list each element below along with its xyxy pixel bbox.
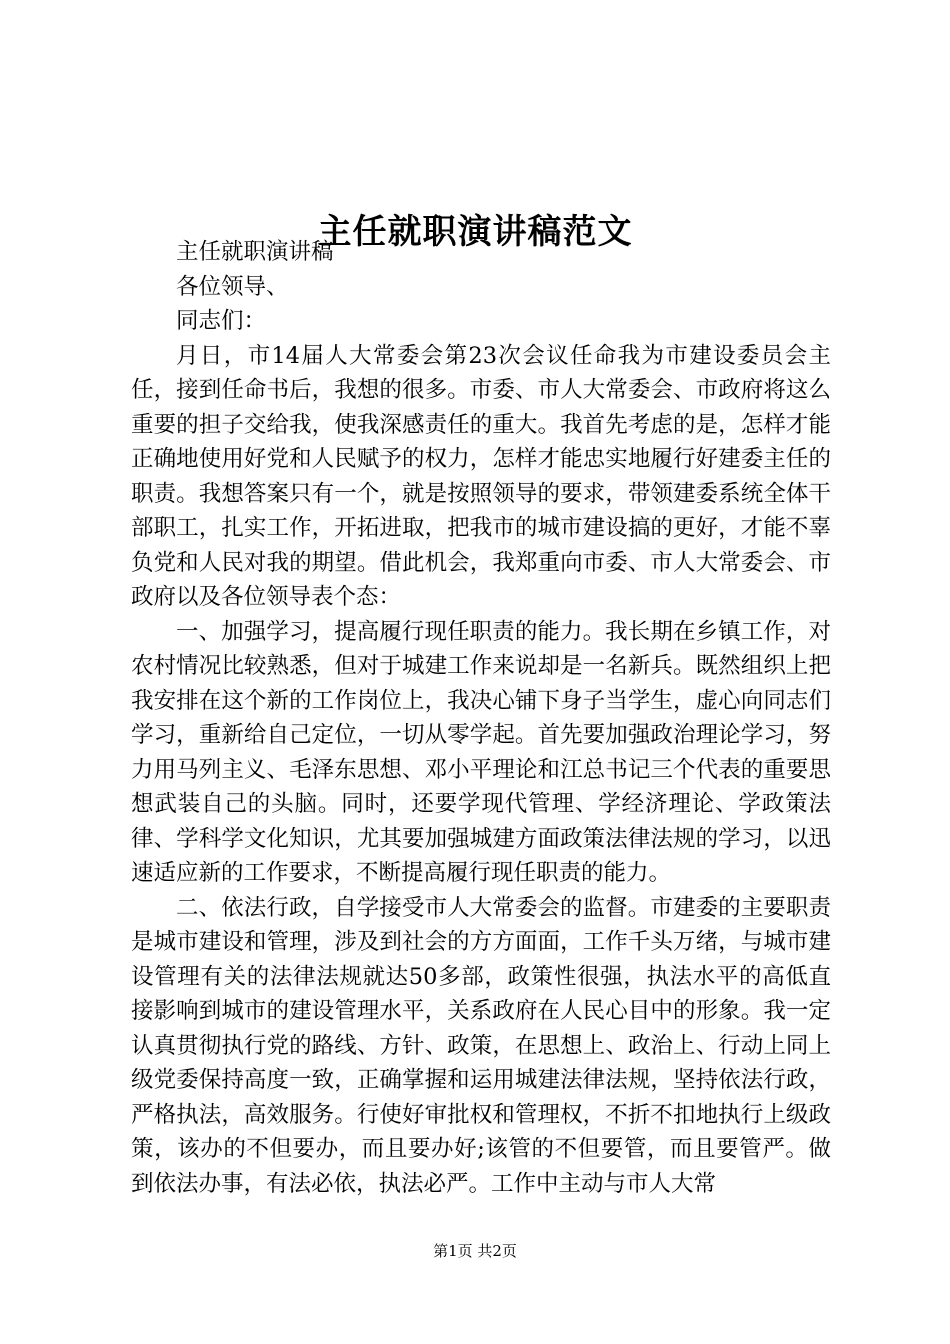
- document-body: [131, 235, 831, 1201]
- page-number-footer: 第1页 共2页: [433, 1242, 517, 1260]
- salutation-leaders: 各位领导、: [176, 273, 289, 300]
- paragraph-intro: 月日，市14届人大常委会第23次会议任命我为市建设委员会主任，接到任命书后，我想的很多。市委、市人大常委会、市政府将这么重要的担子交给我，使我深感责任的重大。我首先考虑的是，怎样才能正确地使用好党和人民赋予的权力，怎样才能忠实地履行好建委主任的职责。我想答案只有一个，就是按照领导的要求，带领建委系统全体干部职工，扎实工作，开拓进取，把我市的城市建设搞的更好，才能不辜负党和人民对我的期望。借此机会，我郑重向市委、市人大常委会、市政府以及各位领导表个态：: [131, 342, 831, 610]
- paragraph-point-two: 二、依法行政，自学接受市人大常委会的监督。市建委的主要职责是城市建设和管理，涉及到社会的方方面面，工作千头万绪，与城市建设管理有关的法律法规就达50多部，政策性很强，执法水平的高低直接影响到城市的建设管理水平，关系政府在人民心目中的形象。我一定认真贯彻执行党的路线、方针、政策，在思想上、政治上、行动上同上级党委保持高度一致，正确掌握和运用城建法律法规，坚持依法行政，严格执法，高效服务。行使好审批权和管理权，不折不扣地执行上级政策，该办的不但要办，而且要办好;该管的不但要管，而且要管严。做到依法办事，有法必依，执法必严。工作中主动与市人大常: [131, 894, 831, 1197]
- salutation-comrades: 同志们：: [176, 308, 267, 334]
- paragraph-point-one: 一、加强学习，提高履行现任职责的能力。我长期在乡镇工作，对农村情况比较熟悉，但对于城建工作来说却是一名新兵。既然组织上把我安排在这个新的工作岗位上，我决心铺下身子当学生，虚心向同志们学习，重新给自己定位，一切从零学起。首先要加强政治理论学习，努力用马列主义、毛泽东思想、邓小平理论和江总书记三个代表的重要思想武装自己的头脑。同时，还要学现代管理、学经济理论、学政策法律、学科学文化知识，尤其要加强城建方面政策法律法规的学习，以迅速适应新的工作要求，不断提高履行现任职责的能力。: [131, 618, 831, 886]
- speech-heading: 主任就职演讲稿: [176, 239, 334, 265]
- document-title: 主任就职演讲稿范文: [317, 211, 633, 252]
